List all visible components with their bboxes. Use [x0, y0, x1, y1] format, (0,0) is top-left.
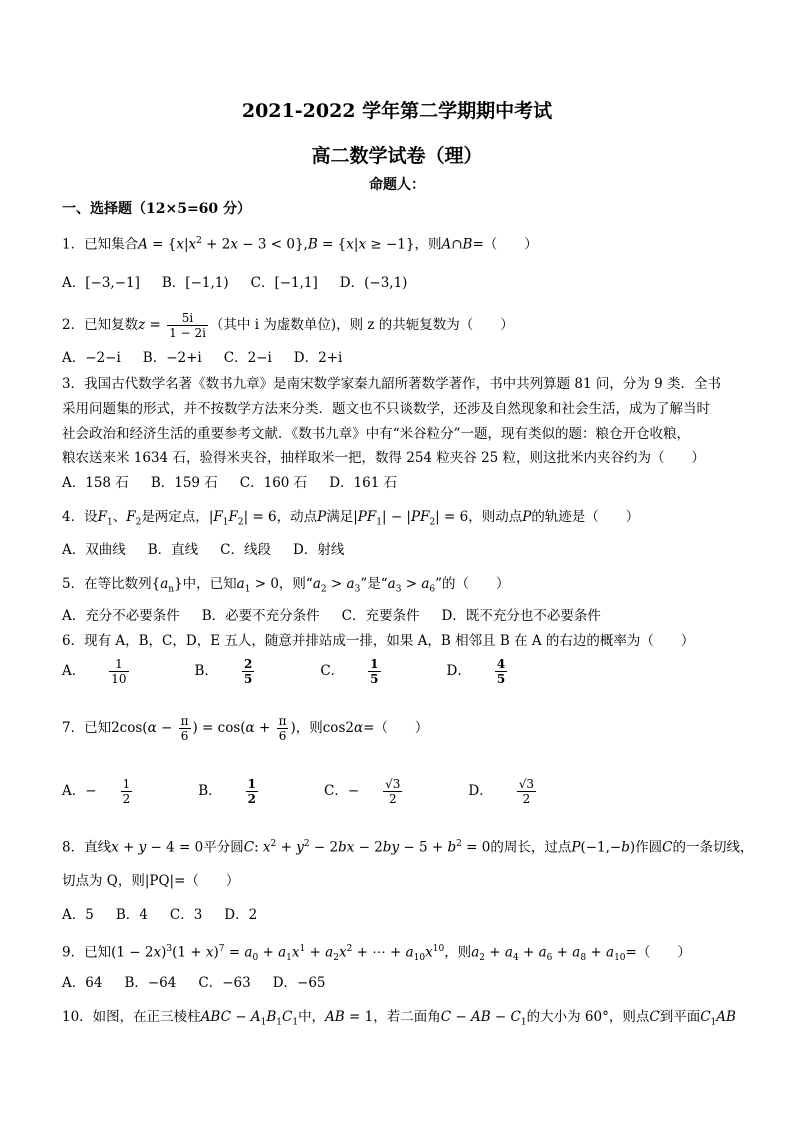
question-2-options	[62, 349, 364, 367]
question-4: 4．设$F_1$、$F_2$是两定点，$|F_1F_2| = 6$，动点P满足$|PF_1| - |PF_2| = 6$，则动点P的轨迹是（ ）	[62, 509, 640, 528]
option-a: A．− $\frac{1}{2}$	[62, 777, 131, 806]
option-a: A．[−3,−1]	[62, 275, 140, 291]
question-1-options	[62, 274, 429, 292]
option-a: A．64	[62, 975, 103, 991]
question-4-options	[62, 541, 366, 559]
option-b: B．−64	[124, 975, 177, 991]
option-c: C．3	[169, 907, 203, 923]
option-a: A． $\frac{1}{10}$	[62, 657, 127, 686]
option-b: B．159 石	[150, 475, 218, 491]
question-6: 6．现有 A，B，C，D，E 五人，随意并排站成一排，如果 A，B 相邻且 B 在 A 的右边的概率为（ ）	[62, 633, 695, 649]
option-a: A．双曲线	[62, 542, 126, 558]
question-3-line-3: 社会政治和经济生活的重要参考文献．《数书九章》中有“米谷粒分”一题，现有类似的题：粮仓开仓收粮，	[62, 426, 691, 442]
option-d: D．(−3,1)	[339, 275, 408, 291]
question-2: 2．已知复数z = $\frac{5i}{1 - 2i}$ （其中 i 为虚数单位)，则 z 的共轭复数为（ ）	[62, 311, 514, 340]
question-5-options	[62, 607, 623, 625]
option-c: C．充要条件	[341, 608, 420, 624]
question-3-line-4: 粮农送来米 1634 石，验得米夹谷，抽样取米一把，数得 254 粒夹谷 25 粒，则这批米内夹谷约为（ ）	[62, 450, 706, 466]
question-3-options	[62, 474, 419, 492]
exam-title: 2021-2022 学年第二学期期中考试	[241, 100, 553, 122]
question-10: 10．如图，在正三棱柱ABC − $A_1B_1C_1$中，AB = 1，若二面角C − AB − $C_1$的大小为 60°，则点C到平面$C_1AB$	[62, 1009, 736, 1028]
author-label: 命题人：	[369, 177, 425, 193]
option-b: B．4	[115, 907, 148, 923]
option-c: C．2−i	[223, 350, 272, 366]
option-a: A．158 石	[62, 475, 129, 491]
option-d: D． $\frac{√3}{2}$	[468, 777, 535, 806]
option-a: A．充分不必要条件	[62, 608, 180, 624]
option-b: B．必要不充分条件	[201, 608, 320, 624]
question-7-options	[62, 777, 602, 806]
option-b: B．直线	[147, 542, 199, 558]
option-c: C．[−1,1]	[250, 275, 318, 291]
option-d: D．−65	[272, 975, 326, 991]
question-3-line-2: 采用问题集的形式，并不按数学方法来分类．题文也不只谈数学，还涉及自然现象和社会生活，成为了解当时	[62, 401, 710, 417]
question-7: 7．已知2cos(α − $\frac{\pi}{6}$ ) = cos(α + $\frac{\pi}{6}$ )，则cos2α=（ ）	[62, 714, 429, 743]
exam-subtitle: 高二数学试卷（理）	[311, 145, 483, 167]
option-d: D． $\frac{4}{5}$	[446, 657, 506, 686]
option-b: B．−2+i	[142, 350, 202, 366]
option-c: C．线段	[220, 542, 272, 558]
question-1: 1．已知集合$A = \{x|x^2 + 2x - 3 < 0\},B = \{x|x \ge -1\}$，则A∩B=（ ）	[62, 236, 538, 253]
question-8-line-2: 切点为 Q，则|PQ|=（ ）	[62, 873, 240, 889]
option-c: C．160 石	[239, 475, 308, 491]
option-b: B． $\frac{2}{5}$	[194, 657, 253, 686]
question-9: 9．已知$(1 - 2x)^3(1 + x)^7 = a_0 + a_1x^1 + a_2x^2$ + ⋯ + $a_{10}x^{10}$，则$a_2 + a_4 + a_6 + a_8 + a_{10}=$（ ）	[62, 944, 691, 964]
question-5: 5．在等比数列$\{a_n\}$中，已知$a_1 > 0$，则“$a_2 > a_3$”是“$a_3 > a_6$”的（ ）	[62, 576, 510, 595]
option-c: C． $\frac{1}{5}$	[320, 657, 379, 686]
option-d: D．2+i	[293, 350, 343, 366]
option-a: A．−2−i	[62, 350, 121, 366]
question-9-options	[62, 974, 348, 992]
option-c: C．− $\frac{√3}{2}$	[323, 777, 401, 806]
option-c: C．−63	[198, 975, 251, 991]
option-d: D．既不充分也不必要条件	[441, 608, 601, 624]
option-b: B．[−1,1)	[161, 275, 229, 291]
option-d: D．射线	[293, 542, 345, 558]
question-3-line-1: 3．我国古代数学名著《数书九章》是南宋数学家秦九韶所著数学著作，书中共列算题 81 问，分为 9 类．全书	[62, 376, 722, 392]
option-d: D．2	[224, 907, 258, 923]
section-heading: 一、选择题（12×5=60 分）	[62, 201, 252, 217]
option-d: D．161 石	[329, 475, 398, 491]
question-8: 8．直线x + y − 4 = 0平分圆C: $x^2 + y^2 - 2bx - 2by - 5 + b^2 = 0$的周长，过点P(−1,−b)作圆C的一条切线，	[62, 839, 754, 856]
question-8-options	[62, 906, 279, 924]
question-6-options	[62, 657, 573, 686]
option-a: A．5	[62, 907, 94, 923]
option-b: B． $\frac{1}{2}$	[198, 777, 256, 806]
